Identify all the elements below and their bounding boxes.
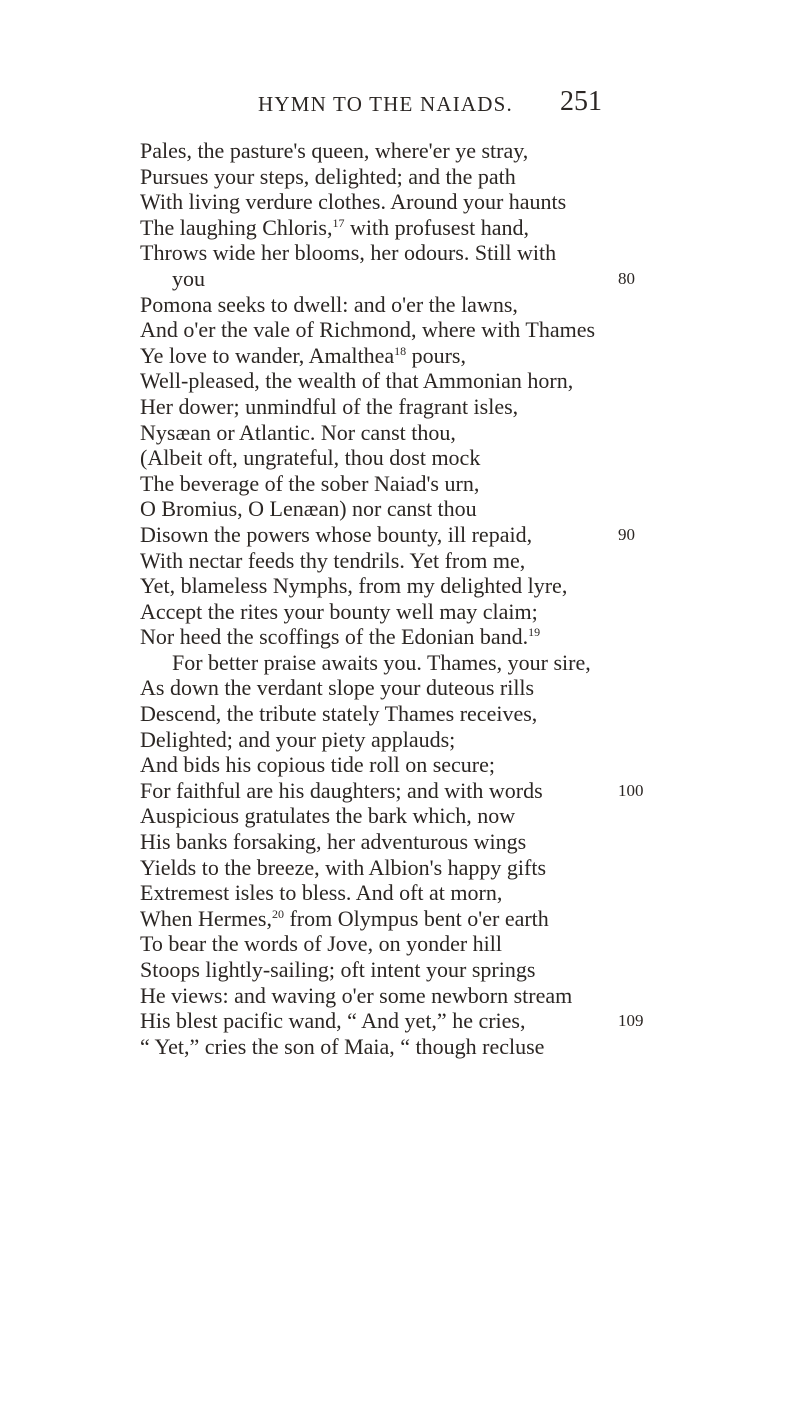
poem-line-words: Yields to the breeze, with Albion's happy gifts <box>140 854 547 880</box>
poem-line-text <box>140 727 455 753</box>
poem-line-text <box>140 573 567 599</box>
poem-line-text <box>140 701 537 727</box>
poem-line-words: Accept the rites your bounty well may claim; <box>140 598 538 624</box>
poem-line-text <box>140 1008 525 1034</box>
poem-line-words: As down the verdant slope your duteous rills <box>140 675 535 701</box>
poem-line-words: Well-pleased, the wealth of that Ammonian horn, <box>140 368 574 394</box>
poem-line <box>0 343 800 369</box>
poem-line-words-continued: from Olympus bent o'er earth <box>283 905 549 931</box>
poem-line-text <box>140 343 466 369</box>
poem-line-text <box>140 368 573 394</box>
poem-line <box>0 650 800 676</box>
poem-line <box>0 1034 800 1060</box>
poem-line-words: Disown the powers whose bounty, ill repaid, <box>140 521 533 547</box>
poem-line-words: For better praise awaits you. Thames, your sire, <box>172 649 591 675</box>
poem-line <box>0 471 800 497</box>
poem-text <box>0 138 800 1059</box>
poem-line-text <box>140 778 543 804</box>
poem-line-text <box>140 1034 544 1060</box>
poem-line-words: Delighted; and your piety applauds; <box>140 726 456 752</box>
poem-line-text <box>140 829 526 855</box>
footnote-marker: 19 <box>528 625 541 640</box>
poem-line-words: For faithful are his daughters; and with words <box>140 777 543 803</box>
poem-line <box>0 368 800 394</box>
poem-line-text <box>140 394 518 420</box>
poem-line <box>0 420 800 446</box>
poem-line-text <box>140 675 534 701</box>
poem-line-words: And o'er the vale of Richmond, where with Thames <box>140 317 596 343</box>
poem-line <box>0 803 800 829</box>
poem-line-words: Extremest isles to bless. And oft at morn, <box>140 880 503 906</box>
line-number: 80 <box>618 268 635 288</box>
poem-line <box>0 394 800 420</box>
poem-line <box>0 727 800 753</box>
poem-line-words: you <box>172 265 205 291</box>
poem-line <box>0 675 800 701</box>
poem-line-text <box>140 164 516 190</box>
poem-line-text <box>140 880 502 906</box>
page-number: 251 <box>560 86 602 117</box>
poem-line-words: To bear the words of Jove, on yonder hill <box>140 931 502 957</box>
poem-line-text <box>140 420 456 446</box>
poem-line <box>0 215 800 241</box>
poem-line <box>0 522 800 548</box>
poem-line <box>0 138 800 164</box>
poem-line <box>0 778 800 804</box>
poem-line <box>0 445 800 471</box>
poem-line-words: Ye love to wander, Amalthea <box>140 342 395 368</box>
poem-line <box>0 496 800 522</box>
poem-line-words: Her dower; unmindful of the fragrant isles, <box>140 393 519 419</box>
poem-line <box>0 573 800 599</box>
poem-line-words: Descend, the tribute stately Thames receives, <box>140 701 538 727</box>
poem-line <box>0 855 800 881</box>
poem-line <box>0 317 800 343</box>
page-header <box>0 86 800 126</box>
poem-line <box>0 906 800 932</box>
poem-line-text <box>140 317 595 343</box>
poem-line-text <box>140 855 546 881</box>
poem-line-text <box>140 752 495 778</box>
poem-line <box>0 957 800 983</box>
poem-line-text <box>140 957 535 983</box>
poem-line-words: Auspicious gratulates the bark which, now <box>140 803 516 829</box>
footnote-marker: 17 <box>332 215 345 230</box>
poem-line-text <box>140 215 529 241</box>
poem-line <box>0 292 800 318</box>
poem-line-text <box>140 906 549 932</box>
poem-line-text <box>140 240 556 266</box>
poem-line-text <box>140 599 538 625</box>
poem-line-words: Pales, the pasture's queen, where'er ye stray, <box>140 138 529 163</box>
poem-line-words: When Hermes, <box>140 905 272 931</box>
poem-line-words: Yet, blameless Nymphs, from my delighted lyre, <box>140 573 568 599</box>
poem-line-text <box>140 138 528 164</box>
poem-line-text <box>140 548 525 574</box>
line-number: 100 <box>618 780 644 800</box>
footnote-marker: 20 <box>271 906 284 921</box>
line-number: 109 <box>618 1011 644 1031</box>
poem-line <box>0 701 800 727</box>
poem-line-words: Nor heed the scoffings of the Edonian band. <box>140 624 529 650</box>
poem-line-words: His blest pacific wand, “ And yet,” he cries, <box>140 1008 526 1034</box>
poem-line-text <box>140 624 540 650</box>
poem-line <box>0 1008 800 1034</box>
poem-line <box>0 548 800 574</box>
poem-line-words: Pomona seeks to dwell: and o'er the lawns, <box>140 291 518 317</box>
poem-line-text <box>140 445 480 471</box>
poem-line-words: And bids his copious tide roll on secure; <box>140 752 496 778</box>
poem-line <box>0 931 800 957</box>
footnote-marker: 18 <box>394 343 407 358</box>
poem-line-words: Nysæan or Atlantic. Nor canst thou, <box>140 419 456 445</box>
poem-line-text <box>140 803 515 829</box>
poem-line-words: His banks forsaking, her adventurous wings <box>140 829 527 855</box>
poem-line-words-continued: pours, <box>406 342 466 368</box>
poem-line-text <box>140 292 518 318</box>
poem-line <box>0 266 800 292</box>
poem-line-text <box>172 266 205 292</box>
poem-line <box>0 829 800 855</box>
poem-line-text <box>140 471 479 497</box>
poem-line-words: Throws wide her blooms, her odours. Still with <box>140 240 557 266</box>
poem-line-text <box>140 189 566 215</box>
poem-line-text <box>140 983 572 1009</box>
poem-line-words: “ Yet,” cries the son of Maia, “ though recluse <box>140 1033 545 1059</box>
poem-line <box>0 983 800 1009</box>
poem-line-text <box>172 650 591 676</box>
poem-line-words: O Bromius, O Lenæan) nor canst thou <box>140 496 477 522</box>
poem-line <box>0 624 800 650</box>
poem-line-words-continued: with profusest hand, <box>344 214 530 240</box>
poem-line <box>0 752 800 778</box>
poem-line <box>0 189 800 215</box>
line-number: 90 <box>618 524 635 544</box>
poem-line <box>0 240 800 266</box>
poem-line <box>0 599 800 625</box>
poem-line-words: (Albeit oft, ungrateful, thou dost mock <box>140 445 481 471</box>
poem-line-words: He views: and waving o'er some newborn stream <box>140 982 573 1008</box>
poem-line-text <box>140 931 502 957</box>
poem-line <box>0 880 800 906</box>
poem-line-words: The beverage of the sober Naiad's urn, <box>140 470 480 496</box>
poem-line-text <box>140 522 532 548</box>
poem-line-words: With nectar feeds thy tendrils. Yet from me, <box>140 547 526 573</box>
poem-line-words: With living verdure clothes. Around your haunts <box>140 189 567 215</box>
poem-line-text <box>140 496 477 522</box>
poem-line-words: Stoops lightly-sailing; oft intent your springs <box>140 957 536 982</box>
poem-line <box>0 164 800 190</box>
running-title: HYMN TO THE NAIADS. <box>258 92 513 116</box>
poem-line-words: The laughing Chloris, <box>140 214 333 240</box>
poem-line-words: Pursues your steps, delighted; and the path <box>140 163 516 189</box>
